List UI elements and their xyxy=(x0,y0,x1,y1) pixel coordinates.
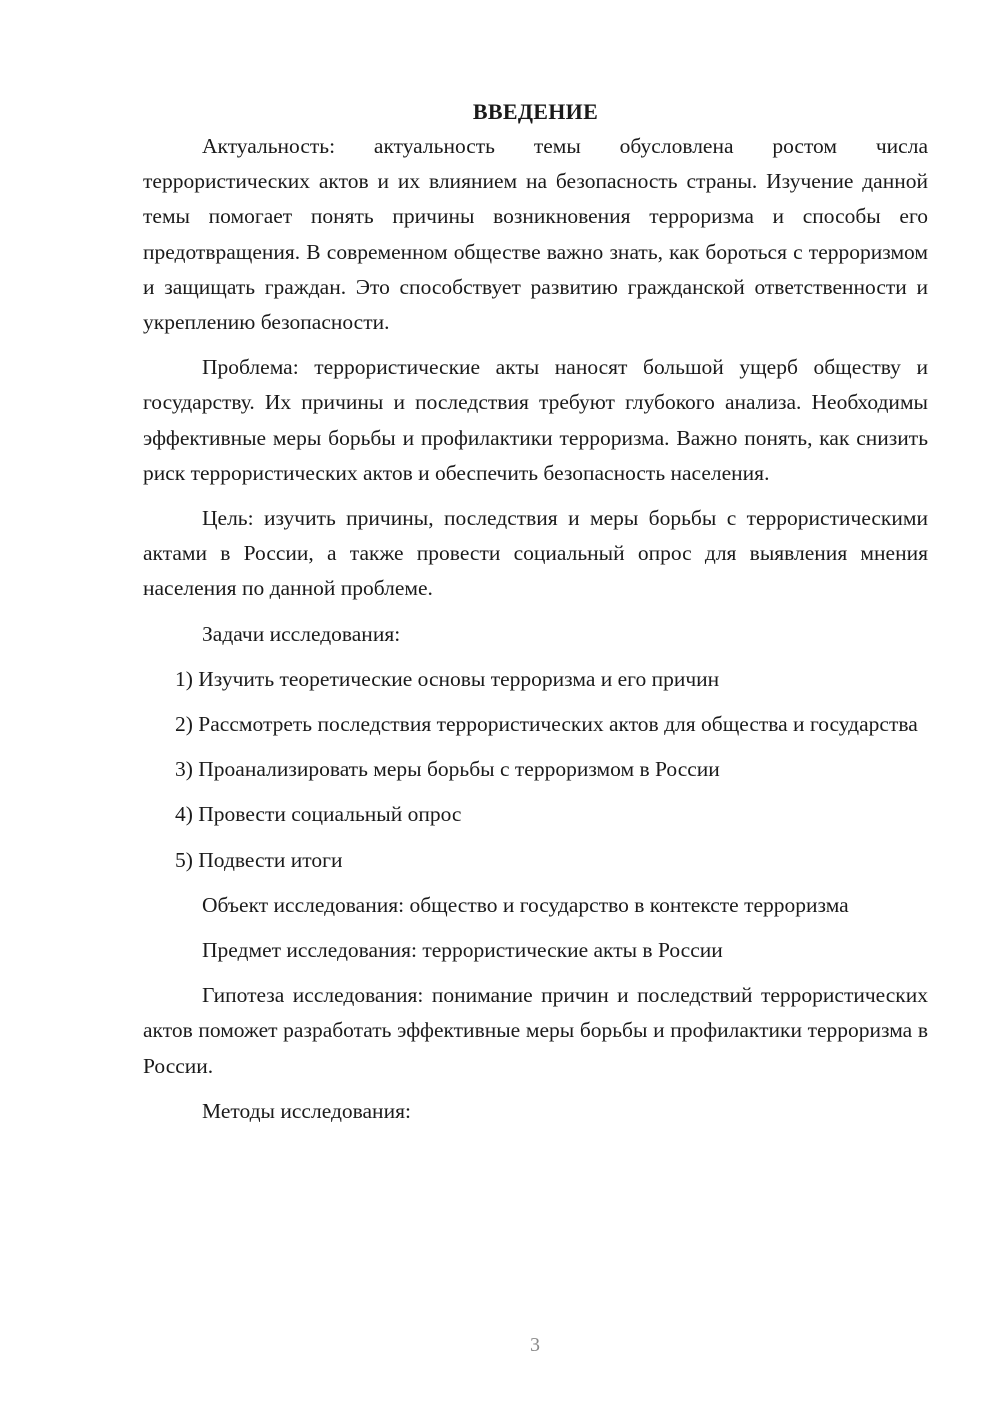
task-item-2: 2) Рассмотреть последствия террористических актов для общества и государства xyxy=(175,712,918,737)
page-number: 3 xyxy=(530,1334,540,1356)
paragraph-relevance: Актуальность: актуальность темы обусловлена ростом числа террористических актов и их влиянием на безопасность страны. Изучение данной темы помогает понять причины возникновения терроризма и способы его предотвращения. В современном обществе важно знать, как бороться с терроризмом и защищать граждан. Это способствует развитию гражданской ответственности и укреплению безопасности. xyxy=(143,134,928,335)
task-item-5: 5) Подвести итоги xyxy=(175,847,343,872)
page-content xyxy=(143,94,928,1139)
paragraph-problem: Проблема: террористические акты наносят большой ущерб обществу и государству. Их причины и последствия требуют глубокого анализа. Необходимы эффективные меры борьбы и профилактики терроризма. Важно понять, как снизить риск террористических актов и обеспечить безопасность населения. xyxy=(143,355,928,485)
paragraph-tasks-heading: Задачи исследования: xyxy=(202,621,401,646)
task-item-1: 1) Изучить теоретические основы терроризма и его причин xyxy=(175,666,720,691)
paragraph-object: Объект исследования: общество и государство в контексте терроризма xyxy=(202,892,849,917)
paragraph-subject: Предмет исследования: террористические акты в России xyxy=(202,938,723,963)
paragraph-goal: Цель: изучить причины, последствия и меры борьбы с террористическими актами в России, а также провести социальный опрос для выявления мнения населения по данной проблеме. xyxy=(143,506,928,601)
paragraph-hypothesis: Гипотеза исследования: понимание причин и последствий террористических актов поможет разработать эффективные меры борьбы и профилактики терроризма в России. xyxy=(143,983,928,1078)
section-title: ВВЕДЕНИЕ xyxy=(472,99,599,124)
paragraph-methods: Методы исследования: xyxy=(202,1098,411,1123)
task-item-3: 3) Проанализировать меры борьбы с терроризмом в России xyxy=(175,757,720,782)
task-item-4: 4) Провести социальный опрос xyxy=(175,802,462,827)
